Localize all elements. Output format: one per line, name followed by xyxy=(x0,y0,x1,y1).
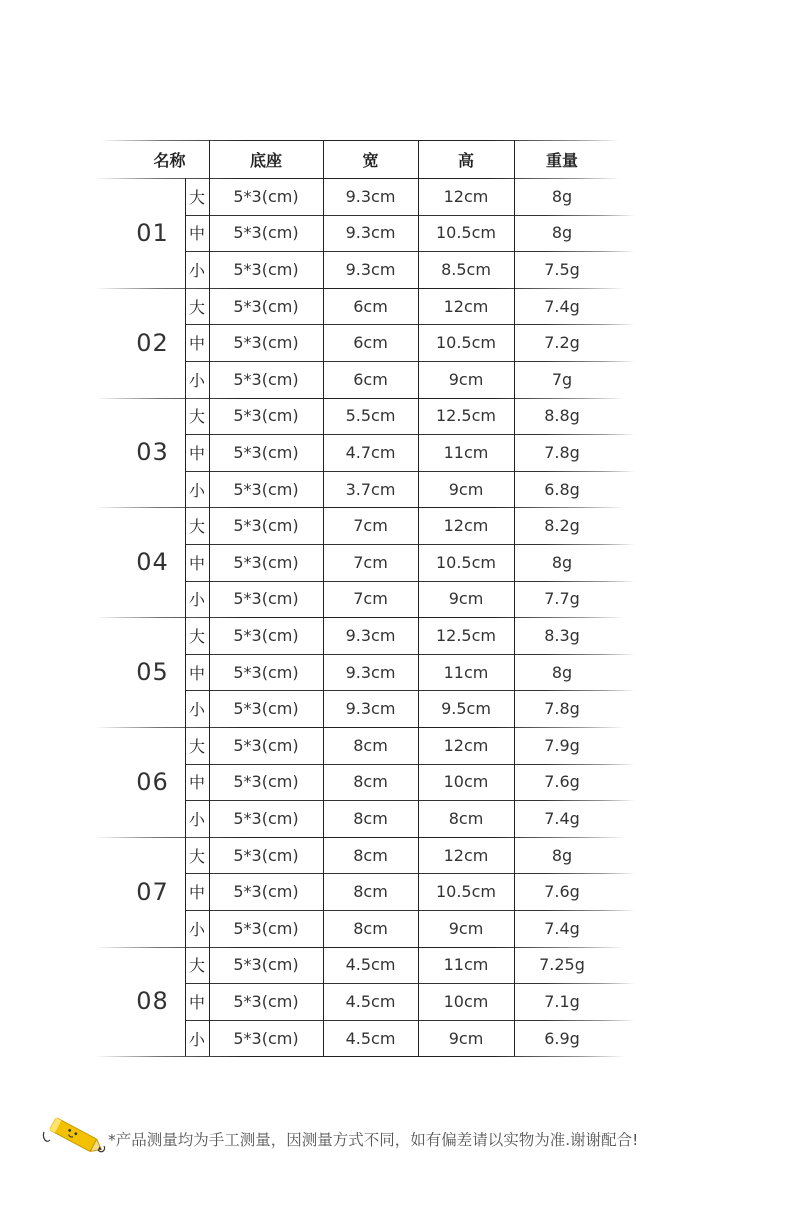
width-cell: 8cm xyxy=(353,845,388,865)
base-cell: 5*3(cm) xyxy=(233,699,299,719)
size-label: 大 xyxy=(188,187,205,207)
width-cell: 7cm xyxy=(353,516,388,536)
base-cell: 5*3(cm) xyxy=(233,479,299,499)
height-cell: 12cm xyxy=(443,735,489,755)
header-width: 宽 xyxy=(362,150,379,170)
height-cell: 11cm xyxy=(443,442,489,462)
height-cell: 8.5cm xyxy=(441,259,491,279)
width-cell: 7cm xyxy=(353,589,388,609)
base-cell: 5*3(cm) xyxy=(233,662,299,682)
weight-cell: 7.2g xyxy=(544,333,580,353)
height-cell: 10.5cm xyxy=(435,333,496,353)
base-cell: 5*3(cm) xyxy=(233,625,299,645)
base-cell: 5*3(cm) xyxy=(233,442,299,462)
base-cell: 5*3(cm) xyxy=(233,808,299,828)
size-label: 中 xyxy=(188,443,205,463)
height-cell: 9cm xyxy=(448,589,484,609)
weight-cell: 8g xyxy=(551,552,573,572)
width-cell: 6cm xyxy=(353,369,388,389)
width-cell: 4.5cm xyxy=(345,955,396,975)
weight-cell: 8.2g xyxy=(544,516,580,536)
base-cell: 5*3(cm) xyxy=(233,223,299,243)
weight-cell: 7.6g xyxy=(544,882,580,902)
base-cell: 5*3(cm) xyxy=(233,882,299,902)
height-cell: 11cm xyxy=(443,662,489,682)
width-cell: 4.7cm xyxy=(345,442,396,462)
group-id: 04 xyxy=(136,548,169,577)
base-cell: 5*3(cm) xyxy=(233,406,299,426)
size-label: 中 xyxy=(188,553,205,573)
size-label: 小 xyxy=(188,590,205,610)
weight-cell: 8g xyxy=(551,845,573,865)
size-label: 小 xyxy=(188,809,205,829)
size-label: 大 xyxy=(188,736,205,756)
base-cell: 5*3(cm) xyxy=(233,955,299,975)
base-cell: 5*3(cm) xyxy=(233,1028,299,1048)
group-id: 05 xyxy=(136,658,169,687)
weight-cell: 8g xyxy=(551,186,573,206)
size-label: 中 xyxy=(188,992,205,1012)
weight-cell: 7.4g xyxy=(544,808,580,828)
size-label: 大 xyxy=(188,846,205,866)
weight-cell: 7.8g xyxy=(544,442,580,462)
width-cell: 6cm xyxy=(353,296,388,316)
width-cell: 9.3cm xyxy=(345,699,396,719)
header-base: 底座 xyxy=(249,150,282,170)
base-cell: 5*3(cm) xyxy=(233,259,299,279)
size-label: 中 xyxy=(188,773,205,793)
group-id: 06 xyxy=(136,767,169,796)
header-height: 高 xyxy=(457,150,474,170)
width-cell: 6cm xyxy=(353,333,388,353)
size-label: 小 xyxy=(188,370,205,390)
width-cell: 4.5cm xyxy=(345,991,396,1011)
height-cell: 12cm xyxy=(443,186,489,206)
group-id: 02 xyxy=(136,328,169,357)
width-cell: 9.3cm xyxy=(345,625,396,645)
size-label: 中 xyxy=(188,224,205,244)
size-label: 中 xyxy=(188,663,205,683)
header-name: 名称 xyxy=(153,150,186,170)
height-cell: 10cm xyxy=(443,772,489,792)
height-cell: 9cm xyxy=(448,918,484,938)
header-weight: 重量 xyxy=(545,150,578,170)
width-cell: 8cm xyxy=(353,772,388,792)
base-cell: 5*3(cm) xyxy=(233,552,299,572)
height-cell: 10cm xyxy=(443,991,489,1011)
height-cell: 8cm xyxy=(448,808,484,828)
height-cell: 12.5cm xyxy=(435,625,496,645)
height-cell: 10.5cm xyxy=(435,552,496,572)
height-cell: 12cm xyxy=(443,845,489,865)
width-cell: 3.7cm xyxy=(345,479,396,499)
size-label: 大 xyxy=(188,517,205,537)
weight-cell: 7.5g xyxy=(544,259,580,279)
base-cell: 5*3(cm) xyxy=(233,369,299,389)
height-cell: 12cm xyxy=(443,516,489,536)
base-cell: 5*3(cm) xyxy=(233,772,299,792)
size-label: 大 xyxy=(188,297,205,317)
width-cell: 9.3cm xyxy=(345,259,396,279)
width-cell: 8cm xyxy=(353,735,388,755)
weight-cell: 7.4g xyxy=(544,296,580,316)
base-cell: 5*3(cm) xyxy=(233,735,299,755)
footnote: *产品测量均为手工测量，因测量方式不同，如有偏差请以实物为准.谢谢配合! xyxy=(108,1131,639,1149)
group-id: 08 xyxy=(136,987,169,1016)
size-label: 小 xyxy=(188,480,205,500)
base-cell: 5*3(cm) xyxy=(233,296,299,316)
weight-cell: 8g xyxy=(551,662,573,682)
height-cell: 9cm xyxy=(448,479,484,499)
weight-cell: 8.3g xyxy=(544,625,580,645)
size-label: 小 xyxy=(188,700,205,720)
weight-cell: 6.8g xyxy=(544,479,580,499)
base-cell: 5*3(cm) xyxy=(233,333,299,353)
width-cell: 4.5cm xyxy=(345,1028,396,1048)
width-cell: 9.3cm xyxy=(345,186,396,206)
weight-cell: 7.9g xyxy=(544,735,580,755)
size-label: 小 xyxy=(188,919,205,939)
group-id: 03 xyxy=(136,438,169,467)
weight-cell: 7.8g xyxy=(544,699,580,719)
size-label: 小 xyxy=(188,1029,205,1049)
weight-cell: 7.6g xyxy=(544,772,580,792)
weight-cell: 7g xyxy=(551,369,573,389)
weight-cell: 8.8g xyxy=(544,406,580,426)
size-label: 中 xyxy=(188,334,205,354)
width-cell: 9.3cm xyxy=(345,223,396,243)
weight-cell: 7.7g xyxy=(544,589,580,609)
pencil-icon xyxy=(42,1110,106,1160)
weight-cell: 6.9g xyxy=(544,1028,580,1048)
group-id: 01 xyxy=(136,218,169,247)
weight-cell: 8g xyxy=(551,223,573,243)
base-cell: 5*3(cm) xyxy=(233,589,299,609)
width-cell: 8cm xyxy=(353,918,388,938)
group-id: 07 xyxy=(136,877,169,906)
size-label: 大 xyxy=(188,956,205,976)
size-label: 中 xyxy=(188,883,205,903)
width-cell: 8cm xyxy=(353,882,388,902)
size-label: 小 xyxy=(188,260,205,280)
weight-cell: 7.1g xyxy=(544,991,580,1011)
size-label: 大 xyxy=(188,626,205,646)
width-cell: 7cm xyxy=(353,552,388,572)
height-cell: 10.5cm xyxy=(435,882,496,902)
height-cell: 11cm xyxy=(443,955,489,975)
base-cell: 5*3(cm) xyxy=(233,516,299,536)
base-cell: 5*3(cm) xyxy=(233,845,299,865)
size-label: 大 xyxy=(188,407,205,427)
width-cell: 5.5cm xyxy=(345,406,396,426)
height-cell: 12.5cm xyxy=(435,406,496,426)
height-cell: 9.5cm xyxy=(441,699,491,719)
height-cell: 9cm xyxy=(448,369,484,389)
base-cell: 5*3(cm) xyxy=(233,991,299,1011)
base-cell: 5*3(cm) xyxy=(233,918,299,938)
width-cell: 9.3cm xyxy=(345,662,396,682)
width-cell: 8cm xyxy=(353,808,388,828)
height-cell: 10.5cm xyxy=(435,223,496,243)
height-cell: 9cm xyxy=(448,1028,484,1048)
weight-cell: 7.25g xyxy=(539,955,585,975)
weight-cell: 7.4g xyxy=(544,918,580,938)
height-cell: 12cm xyxy=(443,296,489,316)
base-cell: 5*3(cm) xyxy=(233,186,299,206)
